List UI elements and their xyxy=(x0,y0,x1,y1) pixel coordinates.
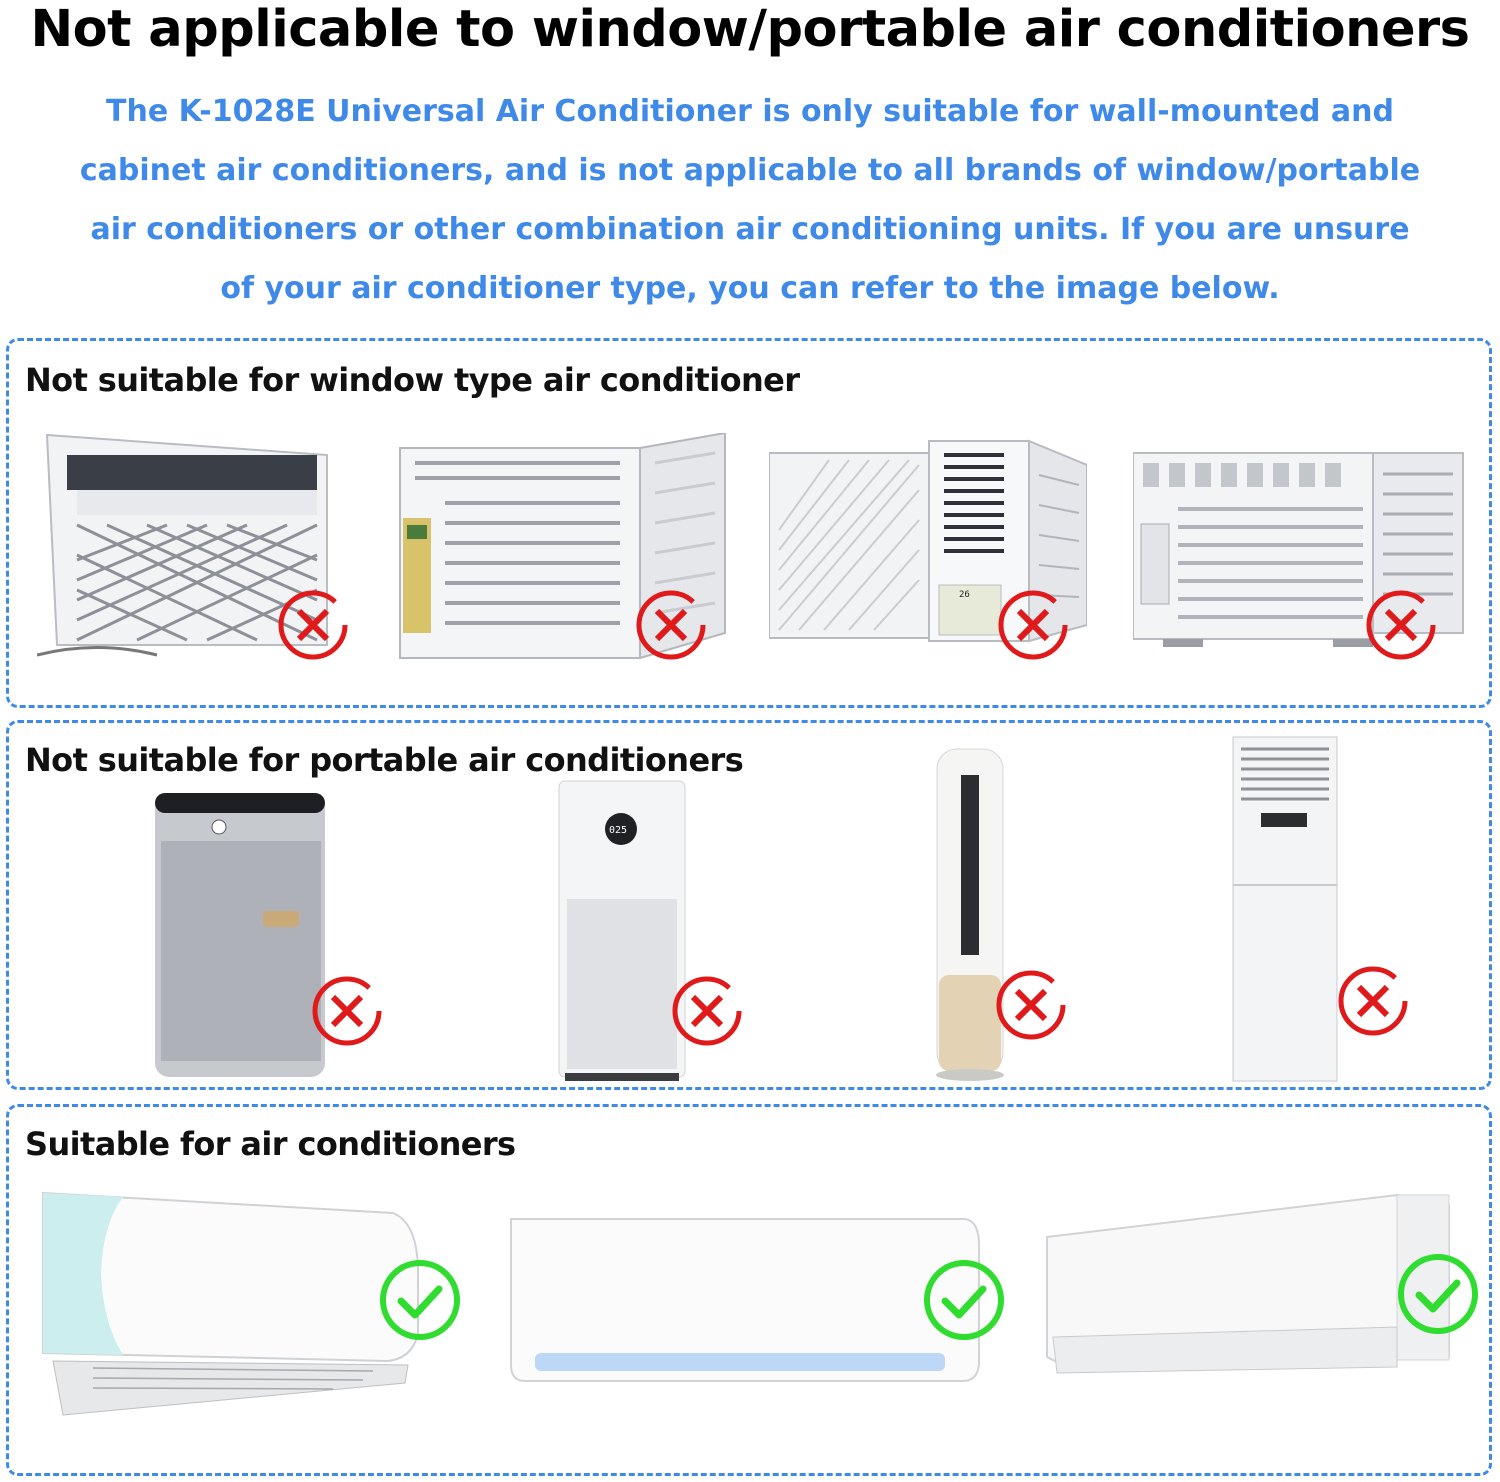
wall-mounted-ac-icon xyxy=(503,1215,983,1387)
cross-mark-icon xyxy=(633,587,709,667)
section-label: Not suitable for window type air conditioner xyxy=(25,361,800,399)
description-line: air conditioners or other combination air conditioning units. If you are unsure xyxy=(90,212,1410,247)
section-window-type xyxy=(6,338,1492,708)
page-title: Not applicable to window/portable air conditioners xyxy=(30,0,1470,59)
window-ac-display: 26 xyxy=(959,590,970,600)
cross-mark-icon xyxy=(995,587,1071,667)
section-label: Not suitable for portable air conditioners xyxy=(25,741,744,779)
check-mark-icon xyxy=(921,1257,1007,1347)
check-mark-icon xyxy=(377,1257,463,1347)
section-suitable xyxy=(6,1104,1492,1476)
purifier-display: 025 xyxy=(609,825,628,836)
section-label: Suitable for air conditioners xyxy=(25,1125,516,1163)
cross-mark-icon xyxy=(1363,587,1439,667)
air-purifier-icon xyxy=(153,791,333,1081)
cabinet-ac-icon xyxy=(1231,735,1341,1085)
wall-mounted-ac-icon xyxy=(1037,1187,1457,1387)
description-line: cabinet air conditioners, and is not applicable to all brands of window/portable xyxy=(79,153,1421,188)
wall-mounted-ac-icon xyxy=(33,1183,423,1419)
description xyxy=(40,82,1460,318)
section-portable xyxy=(6,720,1492,1090)
cross-mark-icon xyxy=(1335,963,1411,1043)
check-mark-icon xyxy=(1395,1251,1481,1341)
description-line: of your air conditioner type, you can refer to the image below. xyxy=(220,271,1280,306)
cross-mark-icon xyxy=(669,973,745,1053)
cross-mark-icon xyxy=(993,967,1069,1047)
description-line: The K-1028E Universal Air Conditioner is only suitable for wall-mounted and xyxy=(106,94,1394,129)
cross-mark-icon xyxy=(275,587,351,667)
cross-mark-icon xyxy=(309,973,385,1053)
